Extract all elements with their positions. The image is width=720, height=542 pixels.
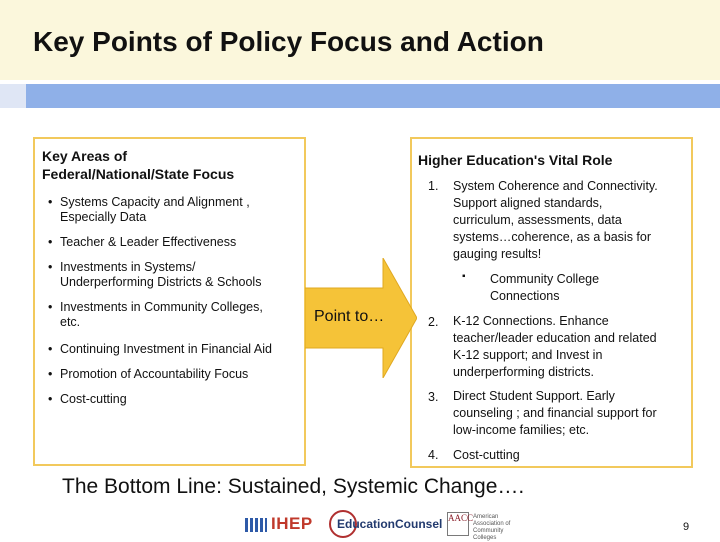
item-line: counseling ; and financial support for [453, 406, 657, 420]
aacc-logo: AACC [447, 512, 469, 536]
left-panel [33, 137, 306, 466]
item-line: Direct Student Support. Early [453, 389, 615, 403]
left-heading-line2: Federal/National/State Focus [42, 166, 235, 182]
slide-title: Key Points of Policy Focus and Action [33, 26, 544, 57]
page-number: 9 [683, 521, 690, 533]
list-item [453, 447, 693, 464]
item-line: curriculum, assessments, data [453, 213, 622, 227]
bullet-text: Especially Data [60, 210, 147, 224]
item-line: gauging results! [453, 247, 542, 261]
bullet-text: etc. [60, 315, 81, 329]
ihep-logo: IHEP [271, 514, 313, 533]
education-counsel-logo: EducationCounsel [337, 517, 443, 531]
item-number: 3. [428, 390, 439, 404]
list-item [48, 195, 303, 225]
logo-strip [245, 508, 545, 540]
list-item [48, 300, 303, 330]
item-number: 1. [428, 179, 439, 193]
item-line: System Coherence and Connectivity. [453, 179, 658, 193]
item-number: 2. [428, 315, 439, 329]
right-panel-heading: Higher Education's Vital Role [418, 152, 613, 168]
item-line: K-12 Connections. Enhance [453, 314, 609, 328]
bullet-text: • Teacher & Leader Effectiveness [60, 235, 237, 249]
item-line: underperforming districts. [453, 365, 595, 379]
list-item [48, 342, 303, 357]
left-heading-line1: Key Areas of [42, 148, 128, 164]
list-item [48, 260, 303, 290]
bullet-text: Underperforming Districts & Schools [60, 275, 262, 289]
bottom-line-text: The Bottom Line: Sustained, Systemic Change…. [62, 475, 525, 498]
item-line: Community College [490, 272, 600, 286]
bullet-text: • Investments in Systems/ [60, 260, 196, 274]
item-line: Connections [490, 289, 560, 303]
bullet-text: • Continuing Investment in Financial Aid [60, 342, 272, 356]
list-item [48, 235, 303, 250]
item-line: K-12 support; and Invest in [453, 348, 603, 362]
list-item [490, 271, 670, 305]
list-item [453, 388, 693, 439]
left-panel-heading [42, 147, 234, 183]
bullet-text: • Systems Capacity and Alignment , [60, 195, 250, 209]
bullet-text: • Cost-cutting [60, 392, 127, 406]
sub-bullet-marker: ▪ [462, 271, 466, 282]
list-item [453, 313, 693, 381]
bullet-text: • Investments in Community Colleges, [60, 300, 263, 314]
item-line: low-income families; etc. [453, 423, 590, 437]
ihep-logo-icon [245, 518, 267, 532]
list-item [48, 392, 303, 407]
arrow-label: Point to… [314, 308, 385, 325]
accent-bar [0, 84, 720, 108]
bullet-text: • Promotion of Accountability Focus [60, 367, 249, 381]
aacc-logo-text: American Association of Community Colleges [473, 514, 511, 541]
focus-bullet-list [48, 195, 303, 407]
item-line: Support aligned standards, [453, 196, 603, 210]
item-line: teacher/leader education and related [453, 331, 657, 345]
item-line: Cost-cutting [453, 448, 520, 462]
item-line: systems…coherence, as a basis for [453, 230, 651, 244]
accent-bar-left [0, 84, 26, 108]
list-item [453, 178, 693, 263]
list-item [48, 367, 303, 382]
item-number: 4. [428, 448, 439, 462]
